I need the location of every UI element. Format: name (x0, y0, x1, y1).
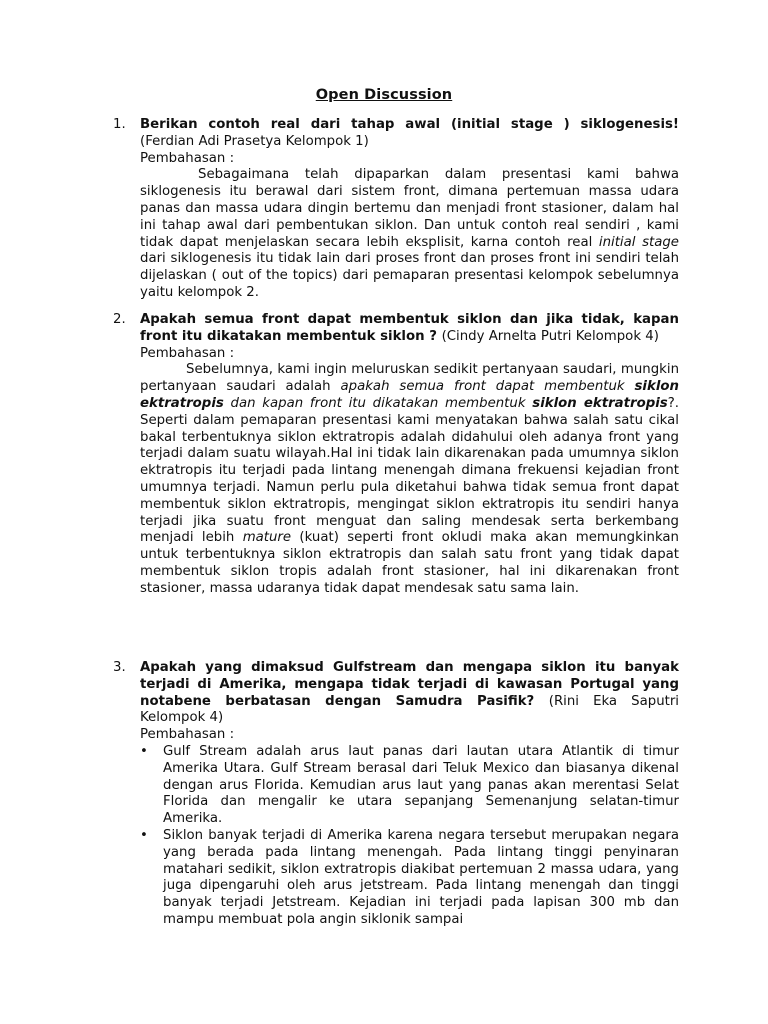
discussion-item-3 (113, 660, 679, 929)
answer-strong-emphasis: siklon ektratropis (140, 379, 679, 411)
item-number: 1. (113, 117, 126, 132)
answer-text: ?. Seperti dalam pemaparan presentasi kami menyatakan bahwa salah satu cikal bakal terbentuknya siklon ektratropis adalah didahului oleh adanya front yang terjadi dalam suatu wilayah.Hal ini tidak lain dikarenakan pada umumnya siklon ektratropis itu terjadi pada lintang menengah dimana frekuensi kejadian front umumnya terjadi. Namun perlu pula diketahui bahwa tidak semua front dapat membentuk siklon ektratropis, mengingat siklon ektratropis itu sendiri hanya terjadi jika suatu front menguat dan saling mendesak serta berkembang menjadi lebih (140, 395, 679, 546)
answer-emphasis: dan kapan front itu dikatakan membentuk (223, 395, 533, 411)
page-title: Open Discussion (315, 87, 453, 103)
question-text: Berikan contoh real dari tahap awal (initial stage ) siklogenesis! (140, 117, 679, 132)
question-text: Apakah yang dimaksud Gulfstream dan mengapa siklon itu banyak terjadi di Amerika, mengapa tidak terjadi di kawasan Portugal yang notabene berbatasan dengan Samudra Pasifik? (140, 660, 679, 709)
answer-strong-emphasis: siklon ektratropis (532, 395, 668, 411)
answer-text: Sebelumnya, kami ingin meluruskan sedikit pertanyaan saudari, mungkin pertanyaan saudari adalah (140, 362, 679, 395)
asker-text: (Cindy Arnelta Putri Kelompok 4) (441, 328, 659, 344)
answer-emphasis: apakah semua front dapat membentuk (340, 379, 635, 395)
answer-paragraph-1 (140, 167, 679, 301)
asker-text: (Rini Eka Saputri Kelompok 4) (140, 693, 679, 726)
bullet-item (140, 744, 679, 828)
answer-text: Sebagaimana telah dipaparkan dalam presentasi kami bahwa siklogenesis itu berawal dari sistem front, dimana pertemuan massa udara panas dan massa udara dingin bertemu dan menjadi front stasioner, dalam hal ini tahap awal dari pembentukan siklon. Dan untuk contoh real sendiri , kami tidak dapat menjelaskan secara lebih eksplisit, karna contoh real (140, 167, 679, 250)
item-number: 3. (113, 660, 126, 675)
asker-text: (Ferdian Adi Prasetya Kelompok 1) (140, 133, 369, 149)
answer-paragraph-2 (140, 362, 679, 597)
discussion-item-2 (113, 312, 679, 598)
bullet-icon: • (140, 827, 148, 843)
discussion-item-1 (113, 117, 679, 302)
pembahasan-label: Pembahasan : (140, 150, 235, 166)
question-1 (140, 117, 679, 151)
pembahasan-label: Pembahasan : (140, 345, 235, 361)
bullet-icon: • (140, 743, 148, 759)
question-text: Apakah semua front dapat membentuk siklon dan jika tidak, kapan front itu dikatakan membentuk siklon ? (140, 312, 679, 344)
answer-emphasis: initial stage (598, 234, 679, 250)
bullet-item (140, 828, 679, 929)
answer-bullet-list (140, 744, 679, 929)
item-number: 2. (113, 312, 126, 327)
bullet-text: Siklon banyak terjadi di Amerika karena negara tersebut merupakan negara yang berada pada lintang menengah. Pada lintang tinggi penyinaran matahari sedikit, siklon extratropis diakibat pertemuan 2 massa udara, yang juga dipengaruhi oleh arus jetstream. Pada lintang menengah dan tinggi banyak terjadi Jetstream. Kejadian ini terjadi pada lapisan 300 mb dan mampu membuat pola angin siklonik sampai (163, 827, 679, 927)
question-2 (140, 312, 679, 346)
question-3 (140, 660, 679, 727)
answer-emphasis: mature (242, 530, 292, 546)
pembahasan-label: Pembahasan : (140, 727, 235, 743)
bullet-text: Gulf Stream adalah arus laut panas dari lautan utara Atlantik di timur Amerika Utara. Gulf Stream berasal dari Teluk Mexico dan biasanya dikenal dengan arus Florida. Kemudian arus laut yang panas akan merentasi Selat Florida dan mengalir ke utara sepanjang Semenanjung selatan-timur Amerika. (163, 743, 679, 827)
answer-text: dari siklogenesis itu tidak lain dari proses front dan proses front ini sendiri telah dijelaskan ( out of the topics) dari pemaparan presentasi kelompok sebelumnya yaitu kelompok 2. (140, 251, 679, 300)
answer-text: (kuat) seperti front okludi maka akan memungkinkan untuk terbentuknya siklon ektratropis dan salah satu front yang tidak dapat membentuk siklon tropis adalah front stasioner, hal ini dikarenakan front stasioner, massa udaranya tidak dapat mendesak satu sama lain. (140, 530, 679, 596)
